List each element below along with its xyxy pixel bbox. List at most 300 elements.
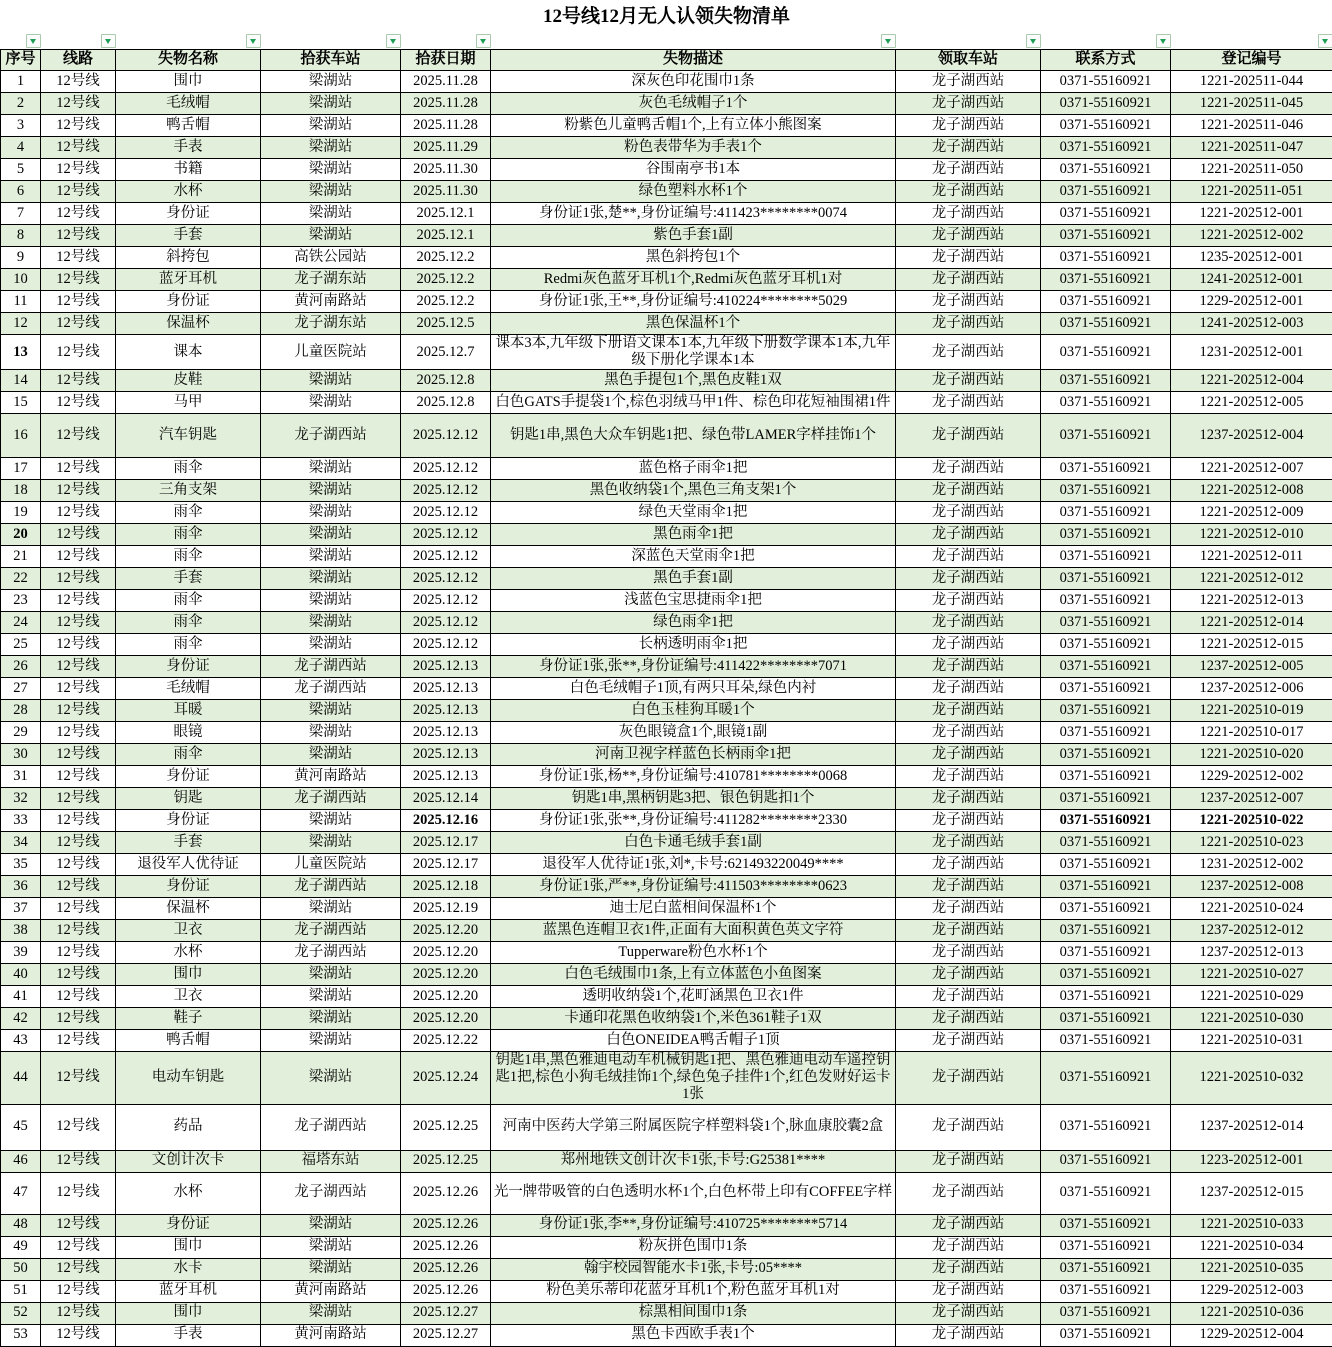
cell-found-date[interactable]: 2025.12.13	[401, 744, 491, 766]
cell-line[interactable]: 12号线	[41, 93, 116, 115]
cell-description[interactable]: 河南卫视字样蓝色长柄雨伞1把	[491, 744, 896, 766]
cell-reg-number[interactable]: 1221-202512-010	[1171, 524, 1332, 546]
cell-found-station[interactable]: 梁湖站	[261, 744, 401, 766]
cell-index[interactable]: 53	[1, 1324, 41, 1346]
cell-description[interactable]: 粉色表带华为手表1个	[491, 137, 896, 159]
cell-description[interactable]: 浅蓝色宝思捷雨伞1把	[491, 590, 896, 612]
cell-line[interactable]: 12号线	[41, 1052, 116, 1104]
cell-index[interactable]: 23	[1, 590, 41, 612]
cell-found-date[interactable]: 2025.12.2	[401, 291, 491, 313]
cell-index[interactable]: 51	[1, 1280, 41, 1302]
cell-found-station[interactable]: 龙子湖西站	[261, 414, 401, 458]
cell-reg-number[interactable]: 1221-202512-007	[1171, 458, 1332, 480]
cell-description[interactable]: Redmi灰色蓝牙耳机1个,Redmi灰色蓝牙耳机1对	[491, 269, 896, 291]
cell-index[interactable]: 14	[1, 370, 41, 392]
cell-contact[interactable]: 0371-55160921	[1041, 788, 1171, 810]
cell-found-date[interactable]: 2025.11.30	[401, 159, 491, 181]
cell-found-date[interactable]: 2025.12.20	[401, 1008, 491, 1030]
cell-reg-number[interactable]: 1221-202510-034	[1171, 1236, 1332, 1258]
cell-contact[interactable]: 0371-55160921	[1041, 920, 1171, 942]
cell-index[interactable]: 27	[1, 678, 41, 700]
column-header-pickup-station[interactable]: 领取车站	[896, 50, 1041, 71]
cell-description[interactable]: 蓝黑色连帽卫衣1件,正面有大面积黄色英文字符	[491, 920, 896, 942]
cell-index[interactable]: 45	[1, 1104, 41, 1150]
cell-index[interactable]: 3	[1, 115, 41, 137]
cell-line[interactable]: 12号线	[41, 1172, 116, 1214]
cell-index[interactable]: 10	[1, 269, 41, 291]
cell-item-name[interactable]: 身份证	[116, 656, 261, 678]
cell-reg-number[interactable]: 1221-202512-004	[1171, 370, 1332, 392]
filter-dropdown-icon[interactable]	[246, 34, 261, 48]
cell-found-station[interactable]: 梁湖站	[261, 568, 401, 590]
cell-description[interactable]: 光一牌带吸管的白色透明水杯1个,白色杯带上印有COFFEE字样	[491, 1172, 896, 1214]
cell-contact[interactable]: 0371-55160921	[1041, 93, 1171, 115]
cell-found-date[interactable]: 2025.11.29	[401, 137, 491, 159]
cell-found-station[interactable]: 黄河南路站	[261, 1280, 401, 1302]
cell-line[interactable]: 12号线	[41, 700, 116, 722]
cell-pickup-station[interactable]: 龙子湖西站	[896, 1302, 1041, 1324]
cell-index[interactable]: 43	[1, 1030, 41, 1052]
cell-index[interactable]: 36	[1, 876, 41, 898]
cell-contact[interactable]: 0371-55160921	[1041, 656, 1171, 678]
cell-line[interactable]: 12号线	[41, 181, 116, 203]
cell-contact[interactable]: 0371-55160921	[1041, 1302, 1171, 1324]
cell-index[interactable]: 34	[1, 832, 41, 854]
cell-reg-number[interactable]: 1221-202512-008	[1171, 480, 1332, 502]
cell-contact[interactable]: 0371-55160921	[1041, 335, 1171, 370]
cell-line[interactable]: 12号线	[41, 1030, 116, 1052]
cell-found-date[interactable]: 2025.12.20	[401, 964, 491, 986]
cell-pickup-station[interactable]: 龙子湖西站	[896, 1280, 1041, 1302]
cell-line[interactable]: 12号线	[41, 788, 116, 810]
cell-found-date[interactable]: 2025.12.17	[401, 854, 491, 876]
cell-description[interactable]: 绿色塑料水杯1个	[491, 181, 896, 203]
cell-found-date[interactable]: 2025.11.28	[401, 71, 491, 93]
cell-found-station[interactable]: 梁湖站	[261, 1030, 401, 1052]
cell-line[interactable]: 12号线	[41, 1236, 116, 1258]
cell-item-name[interactable]: 手套	[116, 832, 261, 854]
cell-reg-number[interactable]: 1237-202512-007	[1171, 788, 1332, 810]
cell-found-station[interactable]: 龙子湖西站	[261, 1172, 401, 1214]
cell-pickup-station[interactable]: 龙子湖西站	[896, 1030, 1041, 1052]
cell-pickup-station[interactable]: 龙子湖西站	[896, 612, 1041, 634]
cell-found-station[interactable]: 梁湖站	[261, 524, 401, 546]
cell-reg-number[interactable]: 1221-202511-045	[1171, 93, 1332, 115]
cell-found-station[interactable]: 黄河南路站	[261, 291, 401, 313]
cell-reg-number[interactable]: 1221-202512-013	[1171, 590, 1332, 612]
cell-index[interactable]: 11	[1, 291, 41, 313]
cell-found-date[interactable]: 2025.11.30	[401, 181, 491, 203]
cell-contact[interactable]: 0371-55160921	[1041, 876, 1171, 898]
cell-description[interactable]: 身份证1张,严**,身份证编号:411503********0623	[491, 876, 896, 898]
cell-pickup-station[interactable]: 龙子湖西站	[896, 568, 1041, 590]
cell-pickup-station[interactable]: 龙子湖西站	[896, 392, 1041, 414]
cell-pickup-station[interactable]: 龙子湖西站	[896, 546, 1041, 568]
cell-item-name[interactable]: 毛绒帽	[116, 678, 261, 700]
cell-pickup-station[interactable]: 龙子湖西站	[896, 291, 1041, 313]
cell-line[interactable]: 12号线	[41, 766, 116, 788]
cell-index[interactable]: 52	[1, 1302, 41, 1324]
cell-item-name[interactable]: 电动车钥匙	[116, 1052, 261, 1104]
cell-contact[interactable]: 0371-55160921	[1041, 181, 1171, 203]
cell-found-station[interactable]: 龙子湖西站	[261, 1104, 401, 1150]
cell-line[interactable]: 12号线	[41, 524, 116, 546]
cell-pickup-station[interactable]: 龙子湖西站	[896, 203, 1041, 225]
column-header-contact[interactable]: 联系方式	[1041, 50, 1171, 71]
cell-item-name[interactable]: 身份证	[116, 291, 261, 313]
cell-index[interactable]: 22	[1, 568, 41, 590]
cell-index[interactable]: 7	[1, 203, 41, 225]
cell-contact[interactable]: 0371-55160921	[1041, 942, 1171, 964]
cell-description[interactable]: 迪士尼白蓝相间保温杯1个	[491, 898, 896, 920]
cell-line[interactable]: 12号线	[41, 137, 116, 159]
cell-index[interactable]: 25	[1, 634, 41, 656]
cell-description[interactable]: 深灰色印花围巾1条	[491, 71, 896, 93]
cell-found-date[interactable]: 2025.12.26	[401, 1214, 491, 1236]
cell-reg-number[interactable]: 1221-202511-047	[1171, 137, 1332, 159]
cell-pickup-station[interactable]: 龙子湖西站	[896, 656, 1041, 678]
cell-line[interactable]: 12号线	[41, 920, 116, 942]
cell-contact[interactable]: 0371-55160921	[1041, 414, 1171, 458]
cell-found-station[interactable]: 梁湖站	[261, 137, 401, 159]
cell-pickup-station[interactable]: 龙子湖西站	[896, 93, 1041, 115]
cell-contact[interactable]: 0371-55160921	[1041, 291, 1171, 313]
cell-item-name[interactable]: 卫衣	[116, 986, 261, 1008]
cell-description[interactable]: 身份证1张,张**,身份证编号:411422********7071	[491, 656, 896, 678]
cell-pickup-station[interactable]: 龙子湖西站	[896, 1258, 1041, 1280]
cell-reg-number[interactable]: 1221-202512-014	[1171, 612, 1332, 634]
cell-index[interactable]: 12	[1, 313, 41, 335]
cell-found-date[interactable]: 2025.12.12	[401, 502, 491, 524]
cell-line[interactable]: 12号线	[41, 502, 116, 524]
cell-index[interactable]: 20	[1, 524, 41, 546]
cell-pickup-station[interactable]: 龙子湖西站	[896, 458, 1041, 480]
cell-found-station[interactable]: 儿童医院站	[261, 335, 401, 370]
cell-item-name[interactable]: 药品	[116, 1104, 261, 1150]
cell-pickup-station[interactable]: 龙子湖西站	[896, 269, 1041, 291]
cell-description[interactable]: 郑州地铁文创计次卡1张,卡号:G25381****	[491, 1150, 896, 1172]
filter-dropdown-icon[interactable]	[1156, 34, 1171, 48]
cell-item-name[interactable]: 鞋子	[116, 1008, 261, 1030]
cell-pickup-station[interactable]: 龙子湖西站	[896, 480, 1041, 502]
cell-description[interactable]: 钥匙1串,黑色大众车钥匙1把、绿色带LAMER字样挂饰1个	[491, 414, 896, 458]
cell-reg-number[interactable]: 1221-202510-027	[1171, 964, 1332, 986]
cell-pickup-station[interactable]: 龙子湖西站	[896, 1214, 1041, 1236]
cell-line[interactable]: 12号线	[41, 159, 116, 181]
cell-contact[interactable]: 0371-55160921	[1041, 524, 1171, 546]
cell-found-date[interactable]: 2025.12.5	[401, 313, 491, 335]
cell-found-date[interactable]: 2025.12.12	[401, 634, 491, 656]
cell-contact[interactable]: 0371-55160921	[1041, 115, 1171, 137]
cell-contact[interactable]: 0371-55160921	[1041, 568, 1171, 590]
cell-pickup-station[interactable]: 龙子湖西站	[896, 247, 1041, 269]
cell-found-date[interactable]: 2025.12.8	[401, 392, 491, 414]
cell-item-name[interactable]: 雨伞	[116, 744, 261, 766]
cell-found-date[interactable]: 2025.12.13	[401, 678, 491, 700]
cell-contact[interactable]: 0371-55160921	[1041, 1030, 1171, 1052]
cell-index[interactable]: 15	[1, 392, 41, 414]
cell-pickup-station[interactable]: 龙子湖西站	[896, 854, 1041, 876]
column-header-index[interactable]: 序号	[1, 50, 41, 71]
cell-index[interactable]: 42	[1, 1008, 41, 1030]
cell-pickup-station[interactable]: 龙子湖西站	[896, 788, 1041, 810]
cell-contact[interactable]: 0371-55160921	[1041, 700, 1171, 722]
cell-description[interactable]: 蓝色格子雨伞1把	[491, 458, 896, 480]
cell-pickup-station[interactable]: 龙子湖西站	[896, 1236, 1041, 1258]
cell-index[interactable]: 13	[1, 335, 41, 370]
cell-found-station[interactable]: 龙子湖西站	[261, 656, 401, 678]
cell-contact[interactable]: 0371-55160921	[1041, 203, 1171, 225]
filter-dropdown-icon[interactable]	[881, 34, 896, 48]
cell-item-name[interactable]: 皮鞋	[116, 370, 261, 392]
cell-pickup-station[interactable]: 龙子湖西站	[896, 942, 1041, 964]
cell-found-station[interactable]: 梁湖站	[261, 159, 401, 181]
cell-reg-number[interactable]: 1237-202512-012	[1171, 920, 1332, 942]
cell-pickup-station[interactable]: 龙子湖西站	[896, 810, 1041, 832]
cell-found-date[interactable]: 2025.12.14	[401, 788, 491, 810]
cell-index[interactable]: 2	[1, 93, 41, 115]
cell-pickup-station[interactable]: 龙子湖西站	[896, 832, 1041, 854]
cell-reg-number[interactable]: 1237-202512-006	[1171, 678, 1332, 700]
cell-contact[interactable]: 0371-55160921	[1041, 832, 1171, 854]
cell-contact[interactable]: 0371-55160921	[1041, 546, 1171, 568]
cell-reg-number[interactable]: 1221-202510-036	[1171, 1302, 1332, 1324]
cell-description[interactable]: 灰色眼镜盒1个,眼镜1副	[491, 722, 896, 744]
cell-contact[interactable]: 0371-55160921	[1041, 1258, 1171, 1280]
cell-found-date[interactable]: 2025.12.1	[401, 225, 491, 247]
cell-reg-number[interactable]: 1221-202510-033	[1171, 1214, 1332, 1236]
cell-contact[interactable]: 0371-55160921	[1041, 370, 1171, 392]
cell-contact[interactable]: 0371-55160921	[1041, 1236, 1171, 1258]
cell-contact[interactable]: 0371-55160921	[1041, 159, 1171, 181]
cell-pickup-station[interactable]: 龙子湖西站	[896, 986, 1041, 1008]
cell-pickup-station[interactable]: 龙子湖西站	[896, 370, 1041, 392]
cell-reg-number[interactable]: 1229-202512-002	[1171, 766, 1332, 788]
cell-found-date[interactable]: 2025.12.27	[401, 1302, 491, 1324]
cell-found-station[interactable]: 梁湖站	[261, 634, 401, 656]
cell-description[interactable]: 深蓝色天堂雨伞1把	[491, 546, 896, 568]
cell-found-date[interactable]: 2025.12.16	[401, 810, 491, 832]
cell-index[interactable]: 30	[1, 744, 41, 766]
cell-contact[interactable]: 0371-55160921	[1041, 964, 1171, 986]
cell-found-station[interactable]: 龙子湖西站	[261, 876, 401, 898]
cell-index[interactable]: 21	[1, 546, 41, 568]
cell-index[interactable]: 48	[1, 1214, 41, 1236]
cell-line[interactable]: 12号线	[41, 546, 116, 568]
cell-found-date[interactable]: 2025.12.12	[401, 480, 491, 502]
cell-found-date[interactable]: 2025.12.20	[401, 986, 491, 1008]
cell-found-date[interactable]: 2025.12.12	[401, 458, 491, 480]
cell-description[interactable]: 粉色美乐蒂印花蓝牙耳机1个,粉色蓝牙耳机1对	[491, 1280, 896, 1302]
cell-pickup-station[interactable]: 龙子湖西站	[896, 722, 1041, 744]
cell-contact[interactable]: 0371-55160921	[1041, 313, 1171, 335]
cell-contact[interactable]: 0371-55160921	[1041, 1150, 1171, 1172]
cell-index[interactable]: 8	[1, 225, 41, 247]
cell-found-station[interactable]: 梁湖站	[261, 115, 401, 137]
cell-item-name[interactable]: 水卡	[116, 1258, 261, 1280]
cell-line[interactable]: 12号线	[41, 854, 116, 876]
cell-index[interactable]: 49	[1, 1236, 41, 1258]
cell-item-name[interactable]: 身份证	[116, 766, 261, 788]
column-header-reg-number[interactable]: 登记编号	[1171, 50, 1332, 71]
cell-item-name[interactable]: 眼镜	[116, 722, 261, 744]
column-header-item-name[interactable]: 失物名称	[116, 50, 261, 71]
cell-contact[interactable]: 0371-55160921	[1041, 1172, 1171, 1214]
cell-reg-number[interactable]: 1221-202511-050	[1171, 159, 1332, 181]
cell-found-station[interactable]: 梁湖站	[261, 1236, 401, 1258]
cell-reg-number[interactable]: 1223-202512-001	[1171, 1150, 1332, 1172]
cell-contact[interactable]: 0371-55160921	[1041, 634, 1171, 656]
cell-description[interactable]: 紫色手套1副	[491, 225, 896, 247]
cell-found-date[interactable]: 2025.12.25	[401, 1104, 491, 1150]
cell-found-station[interactable]: 梁湖站	[261, 986, 401, 1008]
cell-reg-number[interactable]: 1231-202512-002	[1171, 854, 1332, 876]
cell-line[interactable]: 12号线	[41, 722, 116, 744]
cell-item-name[interactable]: 身份证	[116, 203, 261, 225]
cell-item-name[interactable]: 水杯	[116, 181, 261, 203]
cell-reg-number[interactable]: 1221-202510-031	[1171, 1030, 1332, 1052]
cell-line[interactable]: 12号线	[41, 247, 116, 269]
cell-index[interactable]: 6	[1, 181, 41, 203]
cell-description[interactable]: 棕黑相间围巾1条	[491, 1302, 896, 1324]
cell-description[interactable]: 绿色天堂雨伞1把	[491, 502, 896, 524]
cell-found-date[interactable]: 2025.12.7	[401, 335, 491, 370]
cell-item-name[interactable]: 雨伞	[116, 590, 261, 612]
cell-pickup-station[interactable]: 龙子湖西站	[896, 225, 1041, 247]
cell-pickup-station[interactable]: 龙子湖西站	[896, 634, 1041, 656]
cell-found-date[interactable]: 2025.12.26	[401, 1172, 491, 1214]
filter-dropdown-icon[interactable]	[101, 34, 116, 48]
cell-reg-number[interactable]: 1229-202512-003	[1171, 1280, 1332, 1302]
cell-contact[interactable]: 0371-55160921	[1041, 225, 1171, 247]
cell-pickup-station[interactable]: 龙子湖西站	[896, 335, 1041, 370]
cell-contact[interactable]: 0371-55160921	[1041, 1324, 1171, 1346]
cell-reg-number[interactable]: 1221-202512-002	[1171, 225, 1332, 247]
cell-reg-number[interactable]: 1221-202510-029	[1171, 986, 1332, 1008]
cell-index[interactable]: 28	[1, 700, 41, 722]
cell-found-station[interactable]: 梁湖站	[261, 612, 401, 634]
cell-pickup-station[interactable]: 龙子湖西站	[896, 590, 1041, 612]
cell-found-station[interactable]: 梁湖站	[261, 832, 401, 854]
cell-contact[interactable]: 0371-55160921	[1041, 247, 1171, 269]
cell-index[interactable]: 44	[1, 1052, 41, 1104]
cell-found-station[interactable]: 梁湖站	[261, 722, 401, 744]
cell-found-station[interactable]: 梁湖站	[261, 392, 401, 414]
cell-found-date[interactable]: 2025.12.12	[401, 612, 491, 634]
cell-description[interactable]: 黑色雨伞1把	[491, 524, 896, 546]
cell-item-name[interactable]: 水杯	[116, 1172, 261, 1214]
cell-found-station[interactable]: 梁湖站	[261, 1052, 401, 1104]
cell-pickup-station[interactable]: 龙子湖西站	[896, 313, 1041, 335]
cell-contact[interactable]: 0371-55160921	[1041, 744, 1171, 766]
column-header-found-date[interactable]: 拾获日期	[401, 50, 491, 71]
cell-pickup-station[interactable]: 龙子湖西站	[896, 159, 1041, 181]
cell-contact[interactable]: 0371-55160921	[1041, 1008, 1171, 1030]
cell-found-station[interactable]: 梁湖站	[261, 203, 401, 225]
cell-item-name[interactable]: 汽车钥匙	[116, 414, 261, 458]
cell-item-name[interactable]: 围巾	[116, 964, 261, 986]
cell-found-date[interactable]: 2025.12.12	[401, 414, 491, 458]
cell-description[interactable]: 钥匙1串,黑柄钥匙3把、银色钥匙扣1个	[491, 788, 896, 810]
cell-found-date[interactable]: 2025.12.12	[401, 568, 491, 590]
cell-item-name[interactable]: 围巾	[116, 1236, 261, 1258]
cell-item-name[interactable]: 身份证	[116, 876, 261, 898]
cell-found-date[interactable]: 2025.12.17	[401, 832, 491, 854]
cell-item-name[interactable]: 雨伞	[116, 524, 261, 546]
cell-index[interactable]: 16	[1, 414, 41, 458]
cell-item-name[interactable]: 三角支架	[116, 480, 261, 502]
cell-line[interactable]: 12号线	[41, 1280, 116, 1302]
cell-line[interactable]: 12号线	[41, 225, 116, 247]
cell-reg-number[interactable]: 1221-202510-024	[1171, 898, 1332, 920]
cell-description[interactable]: 白色毛绒围巾1条,上有立体蓝色小鱼图案	[491, 964, 896, 986]
cell-found-station[interactable]: 龙子湖西站	[261, 678, 401, 700]
cell-index[interactable]: 37	[1, 898, 41, 920]
cell-item-name[interactable]: 雨伞	[116, 502, 261, 524]
filter-dropdown-icon[interactable]	[1026, 34, 1041, 48]
cell-index[interactable]: 18	[1, 480, 41, 502]
cell-pickup-station[interactable]: 龙子湖西站	[896, 876, 1041, 898]
cell-index[interactable]: 24	[1, 612, 41, 634]
cell-line[interactable]: 12号线	[41, 313, 116, 335]
cell-index[interactable]: 9	[1, 247, 41, 269]
cell-found-station[interactable]: 黄河南路站	[261, 1324, 401, 1346]
cell-reg-number[interactable]: 1237-202512-004	[1171, 414, 1332, 458]
filter-dropdown-icon[interactable]	[1318, 34, 1332, 48]
cell-pickup-station[interactable]: 龙子湖西站	[896, 115, 1041, 137]
cell-index[interactable]: 40	[1, 964, 41, 986]
cell-reg-number[interactable]: 1221-202511-051	[1171, 181, 1332, 203]
cell-found-date[interactable]: 2025.12.18	[401, 876, 491, 898]
cell-description[interactable]: 粉灰拼色围巾1条	[491, 1236, 896, 1258]
cell-reg-number[interactable]: 1221-202510-019	[1171, 700, 1332, 722]
cell-description[interactable]: 绿色雨伞1把	[491, 612, 896, 634]
column-header-found-station[interactable]: 拾获车站	[261, 50, 401, 71]
cell-index[interactable]: 50	[1, 1258, 41, 1280]
cell-item-name[interactable]: 雨伞	[116, 458, 261, 480]
cell-found-date[interactable]: 2025.12.2	[401, 269, 491, 291]
cell-index[interactable]: 19	[1, 502, 41, 524]
cell-line[interactable]: 12号线	[41, 1302, 116, 1324]
cell-found-station[interactable]: 梁湖站	[261, 810, 401, 832]
cell-index[interactable]: 32	[1, 788, 41, 810]
cell-index[interactable]: 33	[1, 810, 41, 832]
cell-reg-number[interactable]: 1237-202512-005	[1171, 656, 1332, 678]
cell-contact[interactable]: 0371-55160921	[1041, 458, 1171, 480]
cell-description[interactable]: 身份证1张,楚**,身份证编号:411423********0074	[491, 203, 896, 225]
cell-found-station[interactable]: 梁湖站	[261, 502, 401, 524]
cell-pickup-station[interactable]: 龙子湖西站	[896, 1052, 1041, 1104]
cell-found-station[interactable]: 儿童医院站	[261, 854, 401, 876]
cell-item-name[interactable]: 水杯	[116, 942, 261, 964]
cell-line[interactable]: 12号线	[41, 612, 116, 634]
cell-contact[interactable]: 0371-55160921	[1041, 502, 1171, 524]
cell-pickup-station[interactable]: 龙子湖西站	[896, 1150, 1041, 1172]
cell-description[interactable]: 黑色卡西欧手表1个	[491, 1324, 896, 1346]
cell-description[interactable]: 黑色保温杯1个	[491, 313, 896, 335]
cell-found-date[interactable]: 2025.12.12	[401, 524, 491, 546]
cell-found-date[interactable]: 2025.11.28	[401, 115, 491, 137]
cell-line[interactable]: 12号线	[41, 1214, 116, 1236]
cell-found-date[interactable]: 2025.12.1	[401, 203, 491, 225]
cell-description[interactable]: 白色ONEIDEA鸭舌帽子1顶	[491, 1030, 896, 1052]
filter-dropdown-icon[interactable]	[386, 34, 401, 48]
cell-description[interactable]: 翰宇校园智能水卡1张,卡号:05****	[491, 1258, 896, 1280]
cell-reg-number[interactable]: 1231-202512-001	[1171, 335, 1332, 370]
cell-item-name[interactable]: 身份证	[116, 1214, 261, 1236]
cell-contact[interactable]: 0371-55160921	[1041, 766, 1171, 788]
cell-item-name[interactable]: 马甲	[116, 392, 261, 414]
